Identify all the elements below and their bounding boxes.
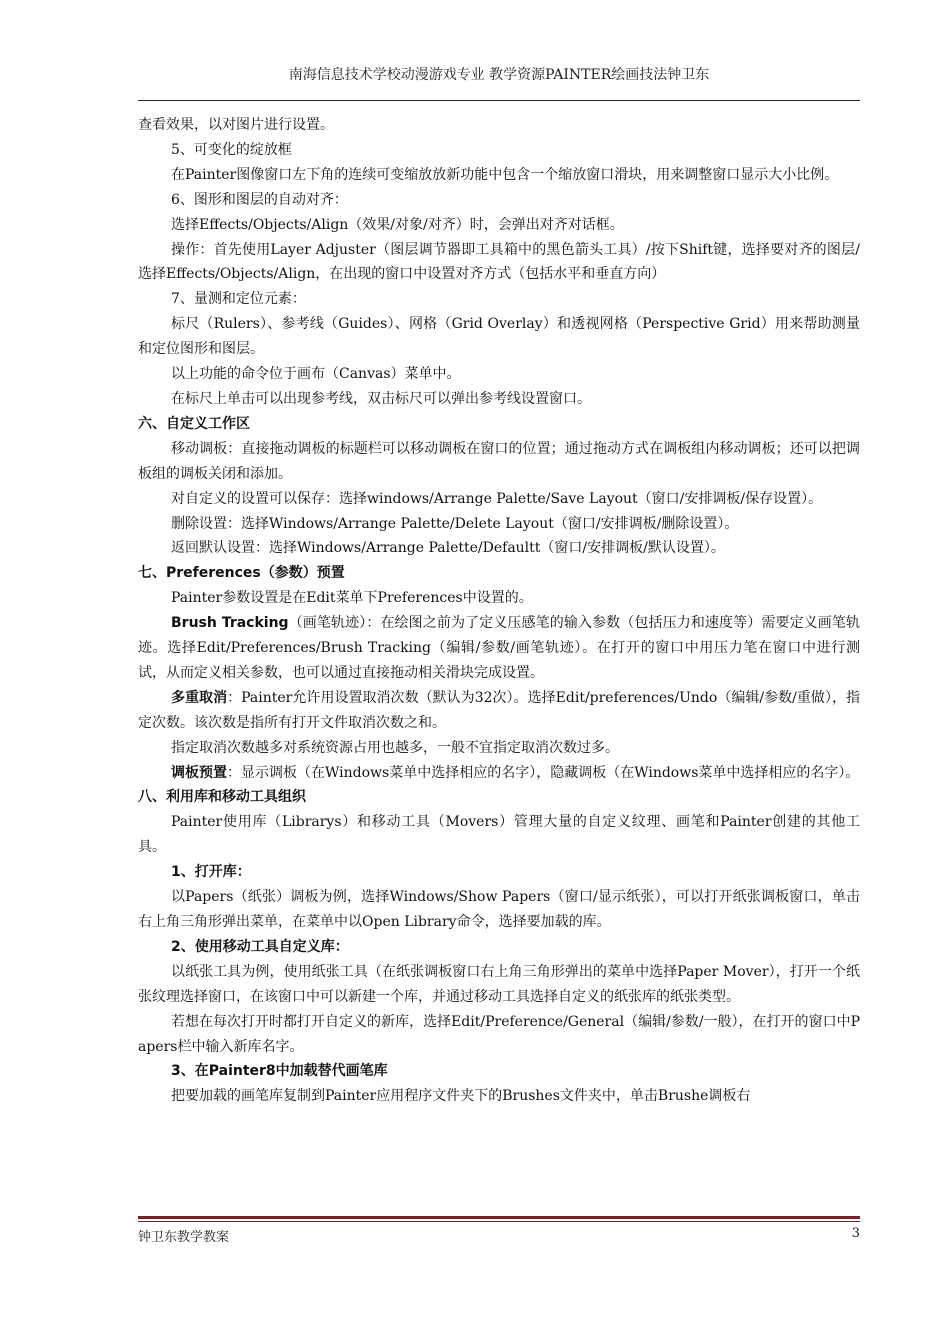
footer-rule — [138, 1216, 860, 1219]
paragraph: Painter参数设置是在Edit菜单下Preferences中设置的。 — [171, 590, 533, 607]
section-heading-6: 六、自定义工作区 — [138, 415, 250, 432]
page-number: 3 — [851, 1226, 860, 1241]
section-heading-8: 八、利用库和移动工具组织 — [138, 789, 306, 806]
paragraph — [138, 761, 860, 786]
paragraph: Painter使用库（Librarys）和移动工具（Movers）管理大量的自定义纹理、画笔和Painter创建的其他工具。 — [138, 814, 860, 856]
paragraph: 返回默认设置：选择Windows/Arrange Palette/Defaultt（窗口/安排调板/默认设置）。 — [171, 540, 725, 557]
paragraph: 把要加载的画笔库复制到Painter应用程序文件夹下的Brushes文件夹中，单击Brushe调板右 — [171, 1088, 751, 1105]
paragraph — [138, 611, 860, 686]
paragraph: 删除设置：选择Windows/Arrange Palette/Delete Layout（窗口/安排调板/删除设置）。 — [171, 515, 739, 532]
list-heading: 7、量测和定位元素： — [171, 291, 306, 308]
footer-text: 钟卫东教学教案 — [138, 1230, 230, 1245]
paragraph: 以上功能的命令位于画布（Canvas）菜单中。 — [171, 366, 461, 383]
sub-heading: 3、在Painter8中加载替代画笔库 — [171, 1063, 388, 1080]
page-header: 南海信息技术学校动漫游戏专业 教学资源PAINTER绘画技法钟卫东 — [288, 67, 710, 83]
list-heading: 5、可变化的绽放框 — [171, 141, 292, 158]
paragraph: 以纸张工具为例，使用纸张工具（在纸张调板窗口右上角三角形弹出的菜单中选择Paper Mover），打开一个纸张纹理选择窗口，在该窗口中可以新建一个库，并通过移动工具选择自定义的纸张库的纸张类型。 — [138, 963, 860, 1005]
paragraph: 在标尺上单击可以出现参考线，双击标尺可以弹出参考线设置窗口。 — [171, 390, 591, 407]
paragraph: 在Painter图像窗口左下角的连续可变缩放放新功能中包含一个缩放窗口滑块，用来调整窗口显示大小比例。 — [171, 166, 839, 183]
footer-rule-thin — [138, 1221, 860, 1222]
paragraph: 对自定义的设置可以保存：选择windows/Arrange Palette/Save Layout（窗口/安排调板/保存设置）。 — [171, 490, 823, 507]
list-heading: 6、图形和图层的自动对齐： — [171, 191, 348, 208]
document-body — [138, 113, 860, 1109]
paragraph-text: （画笔轨迹）：在绘图之前为了定义压感笔的输入参数（包括压力和速度等）需要定义画笔轨迹。选择Edit/Preferences/Brush Tracking（编辑/参数/画笔轨迹）。在打开的窗口中用压力笔在窗口中进行测试，从而定义相关参数，也可以通过直接拖动相关滑块完成设置。 — [138, 615, 860, 681]
sub-heading: 2、使用移动工具自定义库： — [171, 938, 349, 955]
paragraph: 指定取消次数越多对系统资源占用也越多，一般不宜指定取消次数过多。 — [171, 739, 619, 756]
bold-term: 调板预置 — [171, 764, 227, 781]
paragraph — [138, 686, 860, 736]
paragraph: 操作：首先使用Layer Adjuster（图层调节器即工具箱中的黑色箭头工具）/按下Shift键，选择要对齐的图层/选择Effects/Objects/Align，在出现的窗口中设置对齐方式（包括水平和垂直方向） — [138, 241, 860, 283]
paragraph-text: ：Painter允许用设置取消次数（默认为32次）。选择Edit/preferences/Undo（编辑/参数/重做），指定次数。该次数是指所有打开文件取消次数之和。 — [138, 689, 861, 731]
paragraph: 若想在每次打开时都打开自定义的新库，选择Edit/Preference/General（编辑/参数/一般），在打开的窗口中Papers栏中输入新库名字。 — [138, 1013, 860, 1055]
header-rule — [138, 100, 860, 101]
bold-term: Brush Tracking — [171, 615, 289, 632]
paragraph: 移动调板：直接拖动调板的标题栏可以移动调板在窗口的位置；通过拖动方式在调板组内移动调板；还可以把调板组的调板关闭和添加。 — [138, 440, 860, 482]
paragraph-text: ：显示调板（在Windows菜单中选择相应的名字），隐藏调板（在Windows菜单中选择相应的名字）。 — [227, 764, 860, 781]
sub-heading: 1、打开库： — [171, 864, 251, 881]
paragraph: 以Papers（纸张）调板为例，选择Windows/Show Papers（窗口/显示纸张），可以打开纸张调板窗口，单击右上角三角形弹出菜单，在菜单中以Open Library命令，选择要加载的库。 — [138, 889, 860, 930]
bold-term: 多重取消 — [171, 689, 228, 706]
section-heading-7: 七、Preferences（参数）预置 — [138, 565, 345, 582]
paragraph: 选择Effects/Objects/Align（效果/对象/对齐）时，会弹出对齐对话框。 — [171, 216, 624, 233]
paragraph: 查看效果，以对图片进行设置。 — [138, 117, 334, 133]
paragraph: 标尺（Rulers）、参考线（Guides）、网格（Grid Overlay）和透视网格（Perspective Grid）用来帮助测量和定位图形和图层。 — [138, 316, 860, 358]
